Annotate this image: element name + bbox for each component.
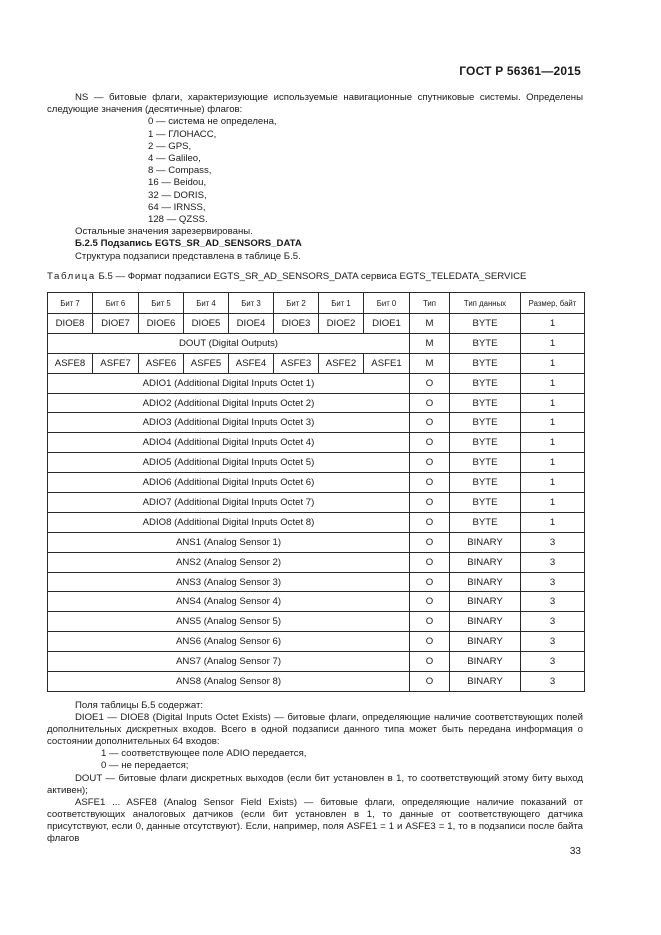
field-name-cell: ADIO4 (Additional Digital Inputs Octet 4) [48, 433, 410, 453]
data-type-cell: BYTE [450, 314, 521, 334]
type-cell: M [410, 333, 450, 353]
table-caption-label: Таблица [47, 271, 96, 282]
type-cell: O [410, 413, 450, 433]
data-type-cell: BINARY [450, 612, 521, 632]
type-cell: O [410, 433, 450, 453]
table-row [48, 473, 585, 493]
size-cell: 3 [521, 592, 585, 612]
table-row [48, 552, 585, 572]
column-header: Тип [410, 293, 450, 314]
type-cell: M [410, 314, 450, 334]
data-type-cell: BYTE [450, 393, 521, 413]
flag-item: 64 — IRNSS, [148, 201, 206, 213]
type-cell: O [410, 552, 450, 572]
type-cell: O [410, 572, 450, 592]
size-cell: 3 [521, 632, 585, 652]
table-row [48, 333, 585, 353]
bit-cell: DIOE6 [139, 314, 184, 334]
type-cell: M [410, 353, 450, 373]
ns-description: NS — битовые флаги, характеризующие используемые навигационные спутниковые системы. Определены следующие значения (десятичные) флагов: [47, 92, 583, 116]
field-name-cell: ADIO3 (Additional Digital Inputs Octet 3) [48, 413, 410, 433]
intro-block [47, 92, 583, 263]
table-body [48, 314, 585, 692]
data-type-cell: BINARY [450, 552, 521, 572]
field-name-cell: ANS6 (Analog Sensor 6) [48, 632, 410, 652]
table-row [48, 453, 585, 473]
table-row [48, 373, 585, 393]
type-cell: O [410, 612, 450, 632]
bit-cell: ASFE1 [364, 353, 410, 373]
type-cell: O [410, 453, 450, 473]
flag-item: 16 — Beidou, [148, 177, 207, 189]
data-type-cell: BINARY [450, 572, 521, 592]
size-cell: 1 [521, 373, 585, 393]
size-cell: 3 [521, 572, 585, 592]
data-type-cell: BYTE [450, 433, 521, 453]
size-cell: 1 [521, 314, 585, 334]
data-type-cell: BINARY [450, 592, 521, 612]
table-row [48, 612, 585, 632]
bit-cell: ASFE4 [229, 353, 274, 373]
size-cell: 3 [521, 672, 585, 692]
field-name-cell: ADIO8 (Additional Digital Inputs Octet 8) [48, 512, 410, 532]
size-cell: 1 [521, 353, 585, 373]
bit-cell: DIOE2 [319, 314, 364, 334]
column-header: Бит 3 [229, 293, 274, 314]
type-cell: O [410, 632, 450, 652]
type-cell: O [410, 373, 450, 393]
flag-item: 4 — Galileo, [148, 153, 201, 165]
table-row [48, 512, 585, 532]
table-row [48, 353, 585, 373]
column-header: Бит 7 [48, 293, 93, 314]
data-type-cell: BYTE [450, 373, 521, 393]
field-name-cell: ANS7 (Analog Sensor 7) [48, 652, 410, 672]
fields-description [47, 700, 583, 845]
type-cell: O [410, 592, 450, 612]
format-table [47, 292, 585, 692]
data-type-cell: BINARY [450, 632, 521, 652]
data-type-cell: BYTE [450, 512, 521, 532]
table-row [48, 672, 585, 692]
size-cell: 3 [521, 652, 585, 672]
data-type-cell: BYTE [450, 413, 521, 433]
table-caption-text: Б.5 — Формат подзаписи EGTS_SR_AD_SENSORS_DATA сервиса EGTS_TELEDATA_SERVICE [98, 271, 527, 282]
size-cell: 1 [521, 333, 585, 353]
bit-cell: DIOE8 [48, 314, 93, 334]
dout-description: DOUT — битовые флаги дискретных выходов (если бит установлен в 1, то соответствующий этому биту выход активен); [47, 772, 583, 796]
section-title: Б.2.5 Подзапись EGTS_SR_AD_SENSORS_DATA [75, 238, 302, 250]
type-cell: O [410, 512, 450, 532]
bit-cell: DIOE3 [274, 314, 319, 334]
column-header: Тип данных [450, 293, 521, 314]
table-row [48, 592, 585, 612]
column-header: Бит 5 [139, 293, 184, 314]
bit-cell: ASFE5 [184, 353, 229, 373]
data-type-cell: BYTE [450, 333, 521, 353]
dioe-value-one: 1 — соответствующее поле ADIO передается, [101, 748, 307, 760]
table-row [48, 652, 585, 672]
reserved-note: Остальные значения зарезервированы. [75, 226, 253, 238]
field-name-cell: ADIO2 (Additional Digital Inputs Octet 2) [48, 393, 410, 413]
data-type-cell: BYTE [450, 493, 521, 513]
field-name-cell: ANS3 (Analog Sensor 3) [48, 572, 410, 592]
size-cell: 3 [521, 612, 585, 632]
column-header: Бит 4 [184, 293, 229, 314]
flag-item: 128 — QZSS. [148, 214, 208, 226]
type-cell: O [410, 393, 450, 413]
data-type-cell: BYTE [450, 473, 521, 493]
table-row [48, 493, 585, 513]
bit-cell: ASFE7 [93, 353, 139, 373]
flag-list [47, 116, 583, 226]
structure-text: Структура подзаписи представлена в таблице Б.5. [75, 250, 301, 262]
field-name-cell: ANS1 (Analog Sensor 1) [48, 532, 410, 552]
asfe-description: ASFE1 ... ASFE8 (Analog Sensor Field Exists) — битовые флаги, определяющие наличие показаний от соответствующих аналоговых датчиков (если бит установлен в 1, то данные от соответствующего датчика присутствуют, если 0, данные отсутствуют). Если, например, поля ASFE1 = 1 и ASFE3 = 1, то в подзаписи после байта флагов [47, 796, 583, 845]
field-name-cell: ADIO6 (Additional Digital Inputs Octet 6) [48, 473, 410, 493]
data-type-cell: BINARY [450, 652, 521, 672]
size-cell: 1 [521, 433, 585, 453]
bit-cell: DIOE7 [93, 314, 139, 334]
field-name-cell: ANS5 (Analog Sensor 5) [48, 612, 410, 632]
size-cell: 1 [521, 413, 585, 433]
data-type-cell: BYTE [450, 353, 521, 373]
table-row [48, 393, 585, 413]
column-header: Бит 6 [93, 293, 139, 314]
type-cell: O [410, 493, 450, 513]
field-name-cell: ADIO5 (Additional Digital Inputs Octet 5) [48, 453, 410, 473]
flag-item: 32 — DORIS, [148, 189, 207, 201]
data-type-cell: BINARY [450, 532, 521, 552]
column-header: Бит 1 [319, 293, 364, 314]
fields-intro: Поля таблицы Б.5 содержат: [75, 700, 204, 711]
column-header: Бит 0 [364, 293, 410, 314]
bit-cell: ASFE3 [274, 353, 319, 373]
size-cell: 1 [521, 493, 585, 513]
flag-item: 0 — система не определена, [148, 116, 277, 128]
bit-cell: DIOE1 [364, 314, 410, 334]
bit-cell: ASFE6 [139, 353, 184, 373]
bit-cell: ASFE8 [48, 353, 93, 373]
bit-cell: DIOE5 [184, 314, 229, 334]
table-caption [47, 271, 526, 282]
column-header: Бит 2 [274, 293, 319, 314]
type-cell: O [410, 473, 450, 493]
column-header: Размер, байт [521, 293, 585, 314]
field-name-cell: ADIO7 (Additional Digital Inputs Octet 7) [48, 493, 410, 513]
size-cell: 1 [521, 473, 585, 493]
size-cell: 1 [521, 393, 585, 413]
field-name-cell: ANS8 (Analog Sensor 8) [48, 672, 410, 692]
table-row [48, 572, 585, 592]
table-row [48, 532, 585, 552]
type-cell: O [410, 532, 450, 552]
flag-item: 2 — GPS, [148, 140, 192, 152]
bit-cell: ASFE2 [319, 353, 364, 373]
field-name-cell: ANS2 (Analog Sensor 2) [48, 552, 410, 572]
dioe-value-zero: 0 — не передается; [101, 760, 189, 772]
standard-header: ГОСТ Р 56361—2015 [459, 64, 581, 78]
table-row [48, 413, 585, 433]
size-cell: 3 [521, 532, 585, 552]
data-type-cell: BYTE [450, 453, 521, 473]
field-name-cell: ANS4 (Analog Sensor 4) [48, 592, 410, 612]
flag-item: 1 — ГЛОНАСС, [148, 128, 217, 140]
type-cell: O [410, 672, 450, 692]
size-cell: 3 [521, 552, 585, 572]
table-row [48, 433, 585, 453]
page-number: 33 [569, 846, 581, 857]
dioe-description: DIOE1 — DIOE8 (Digital Inputs Octet Exists) — битовые флаги, определяющие наличие соответствующих полей дополнительных дискретных входов. Всего в одной подзаписи данного типа может быть передана информация о состоянии дополнительных 64 входов: [47, 712, 583, 748]
bit-cell: DIOE4 [229, 314, 274, 334]
field-name-cell: ADIO1 (Additional Digital Inputs Octet 1) [48, 373, 410, 393]
table-row [48, 632, 585, 652]
data-type-cell: BINARY [450, 672, 521, 692]
table-header-row [48, 293, 585, 314]
flag-item: 8 — Compass, [148, 165, 212, 177]
size-cell: 1 [521, 512, 585, 532]
size-cell: 1 [521, 453, 585, 473]
field-name-cell: DOUT (Digital Outputs) [48, 333, 410, 353]
table-row [48, 314, 585, 334]
type-cell: O [410, 652, 450, 672]
